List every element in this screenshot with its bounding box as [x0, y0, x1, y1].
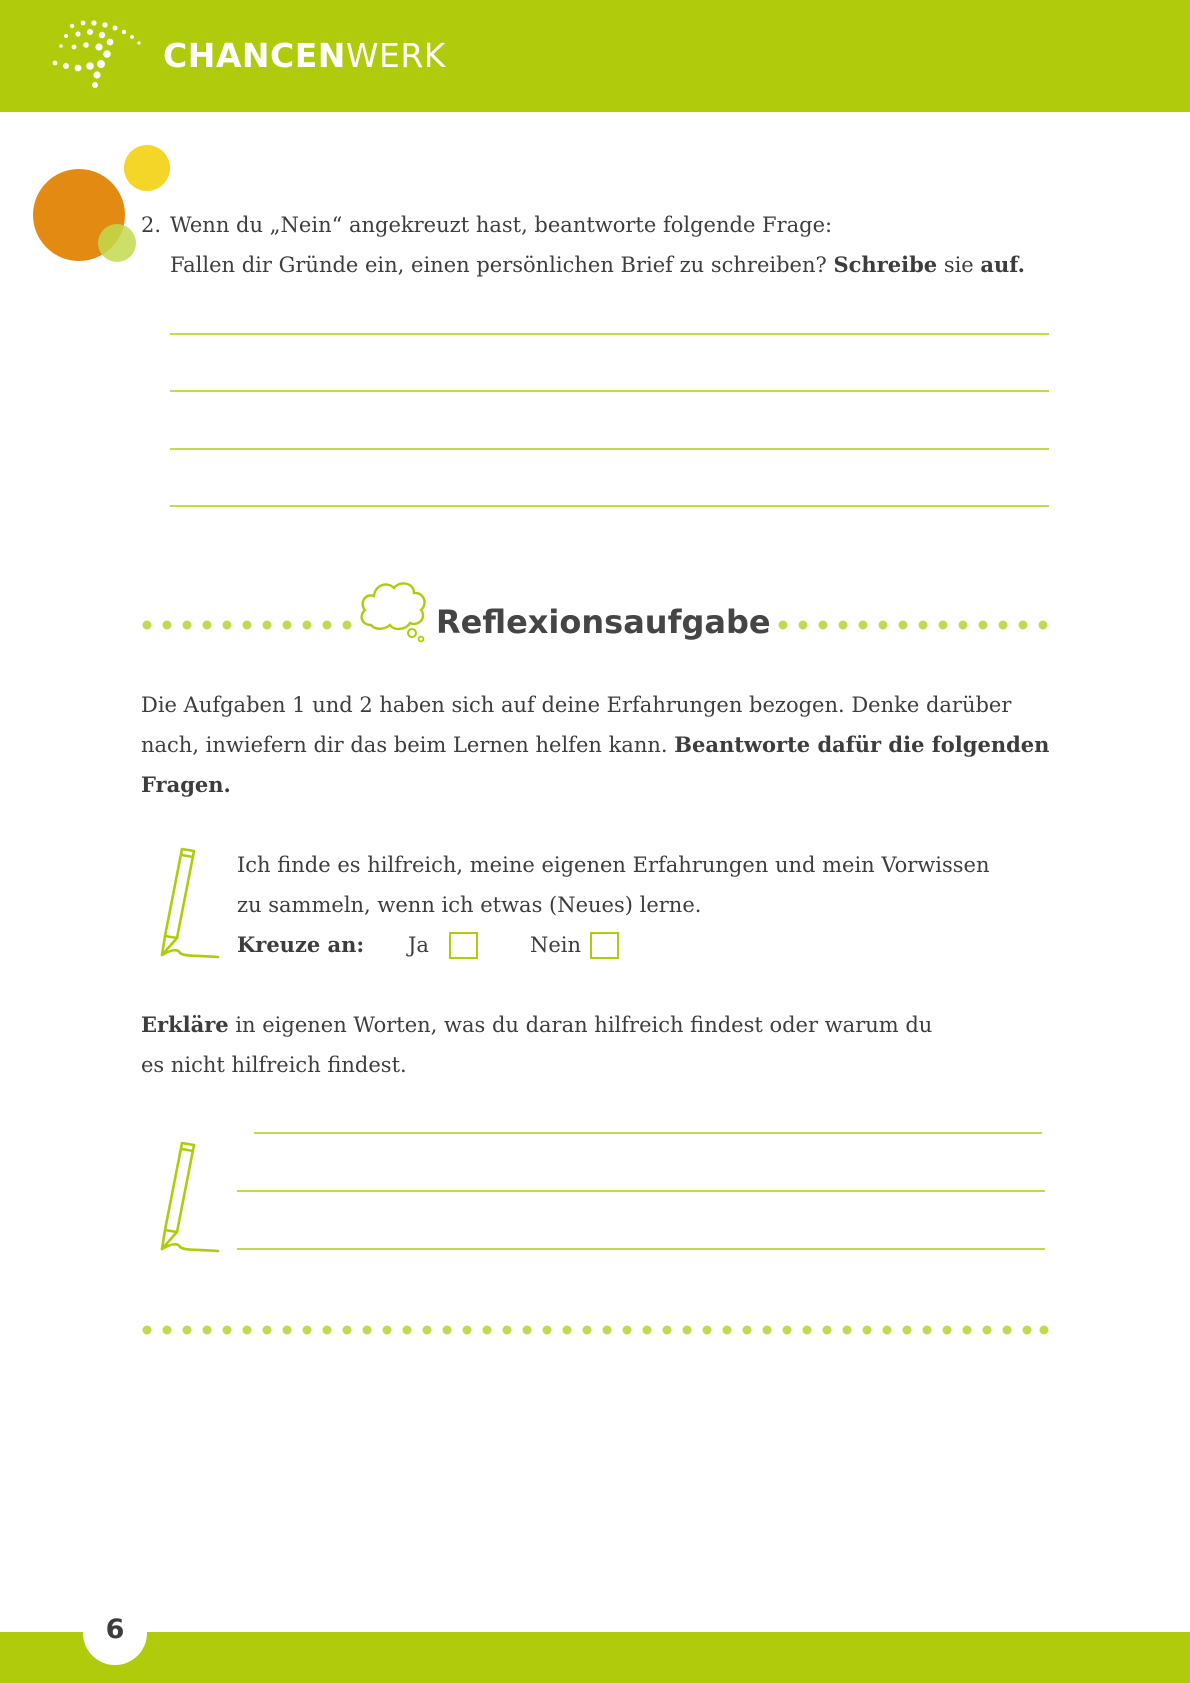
answer-line[interactable] — [170, 505, 1049, 507]
explain-line2: es nicht hilfreich findest. — [141, 1053, 407, 1077]
answer-line[interactable] — [254, 1132, 1042, 1134]
checkbox-no[interactable] — [590, 932, 619, 959]
explain-line1: Erkläre in eigenen Worten, was du daran hilfreich findest oder warum du — [141, 1012, 933, 1037]
answer-line[interactable] — [237, 1190, 1045, 1192]
checkbox-yes[interactable] — [449, 932, 478, 959]
question-text-line2: Fallen dir Gründe ein, einen persönlichen Brief zu schreiben? Schreibe sie auf. — [170, 252, 1025, 277]
chancenwerk-logo-icon — [52, 20, 146, 94]
section-title: Reflexionsaufgabe — [436, 603, 771, 641]
question-number: 2. — [141, 213, 162, 237]
dotted-divider — [777, 619, 1050, 631]
intro-line1: Die Aufgaben 1 und 2 haben sich auf deine Erfahrungen bezogen. Denke darüber — [141, 693, 1012, 717]
page-number: 6 — [105, 1614, 125, 1645]
statement-line2: zu sammeln, wenn ich etwas (Neues) lerne. — [237, 893, 702, 917]
thought-cloud-icon — [357, 575, 429, 643]
page-header — [0, 0, 1190, 112]
page-footer — [0, 1632, 1190, 1683]
answer-line[interactable] — [170, 390, 1049, 392]
decorative-circles-icon — [30, 140, 180, 270]
pencil-icon — [156, 1139, 222, 1263]
dotted-divider — [141, 1324, 1050, 1336]
answer-line[interactable] — [170, 448, 1049, 450]
option-yes-label: Ja — [408, 933, 429, 957]
intro-line3: Fragen. — [141, 772, 231, 797]
dotted-divider — [141, 619, 355, 631]
statement-line1: Ich finde es hilfreich, meine eigenen Erfahrungen und mein Vorwissen — [237, 853, 990, 877]
answer-line[interactable] — [237, 1248, 1045, 1250]
answer-line[interactable] — [170, 333, 1049, 335]
pencil-icon — [156, 845, 222, 969]
brand-name: CHANCENWERK — [163, 36, 446, 75]
option-no-label: Nein — [530, 933, 582, 957]
check-instruction: Kreuze an: — [237, 932, 365, 957]
question-text-line1: Wenn du „Nein“ angekreuzt hast, beantworte folgende Frage: — [170, 213, 833, 237]
intro-line2: nach, inwiefern dir das beim Lernen helfen kann. Beantworte dafür die folgenden — [141, 732, 1050, 757]
